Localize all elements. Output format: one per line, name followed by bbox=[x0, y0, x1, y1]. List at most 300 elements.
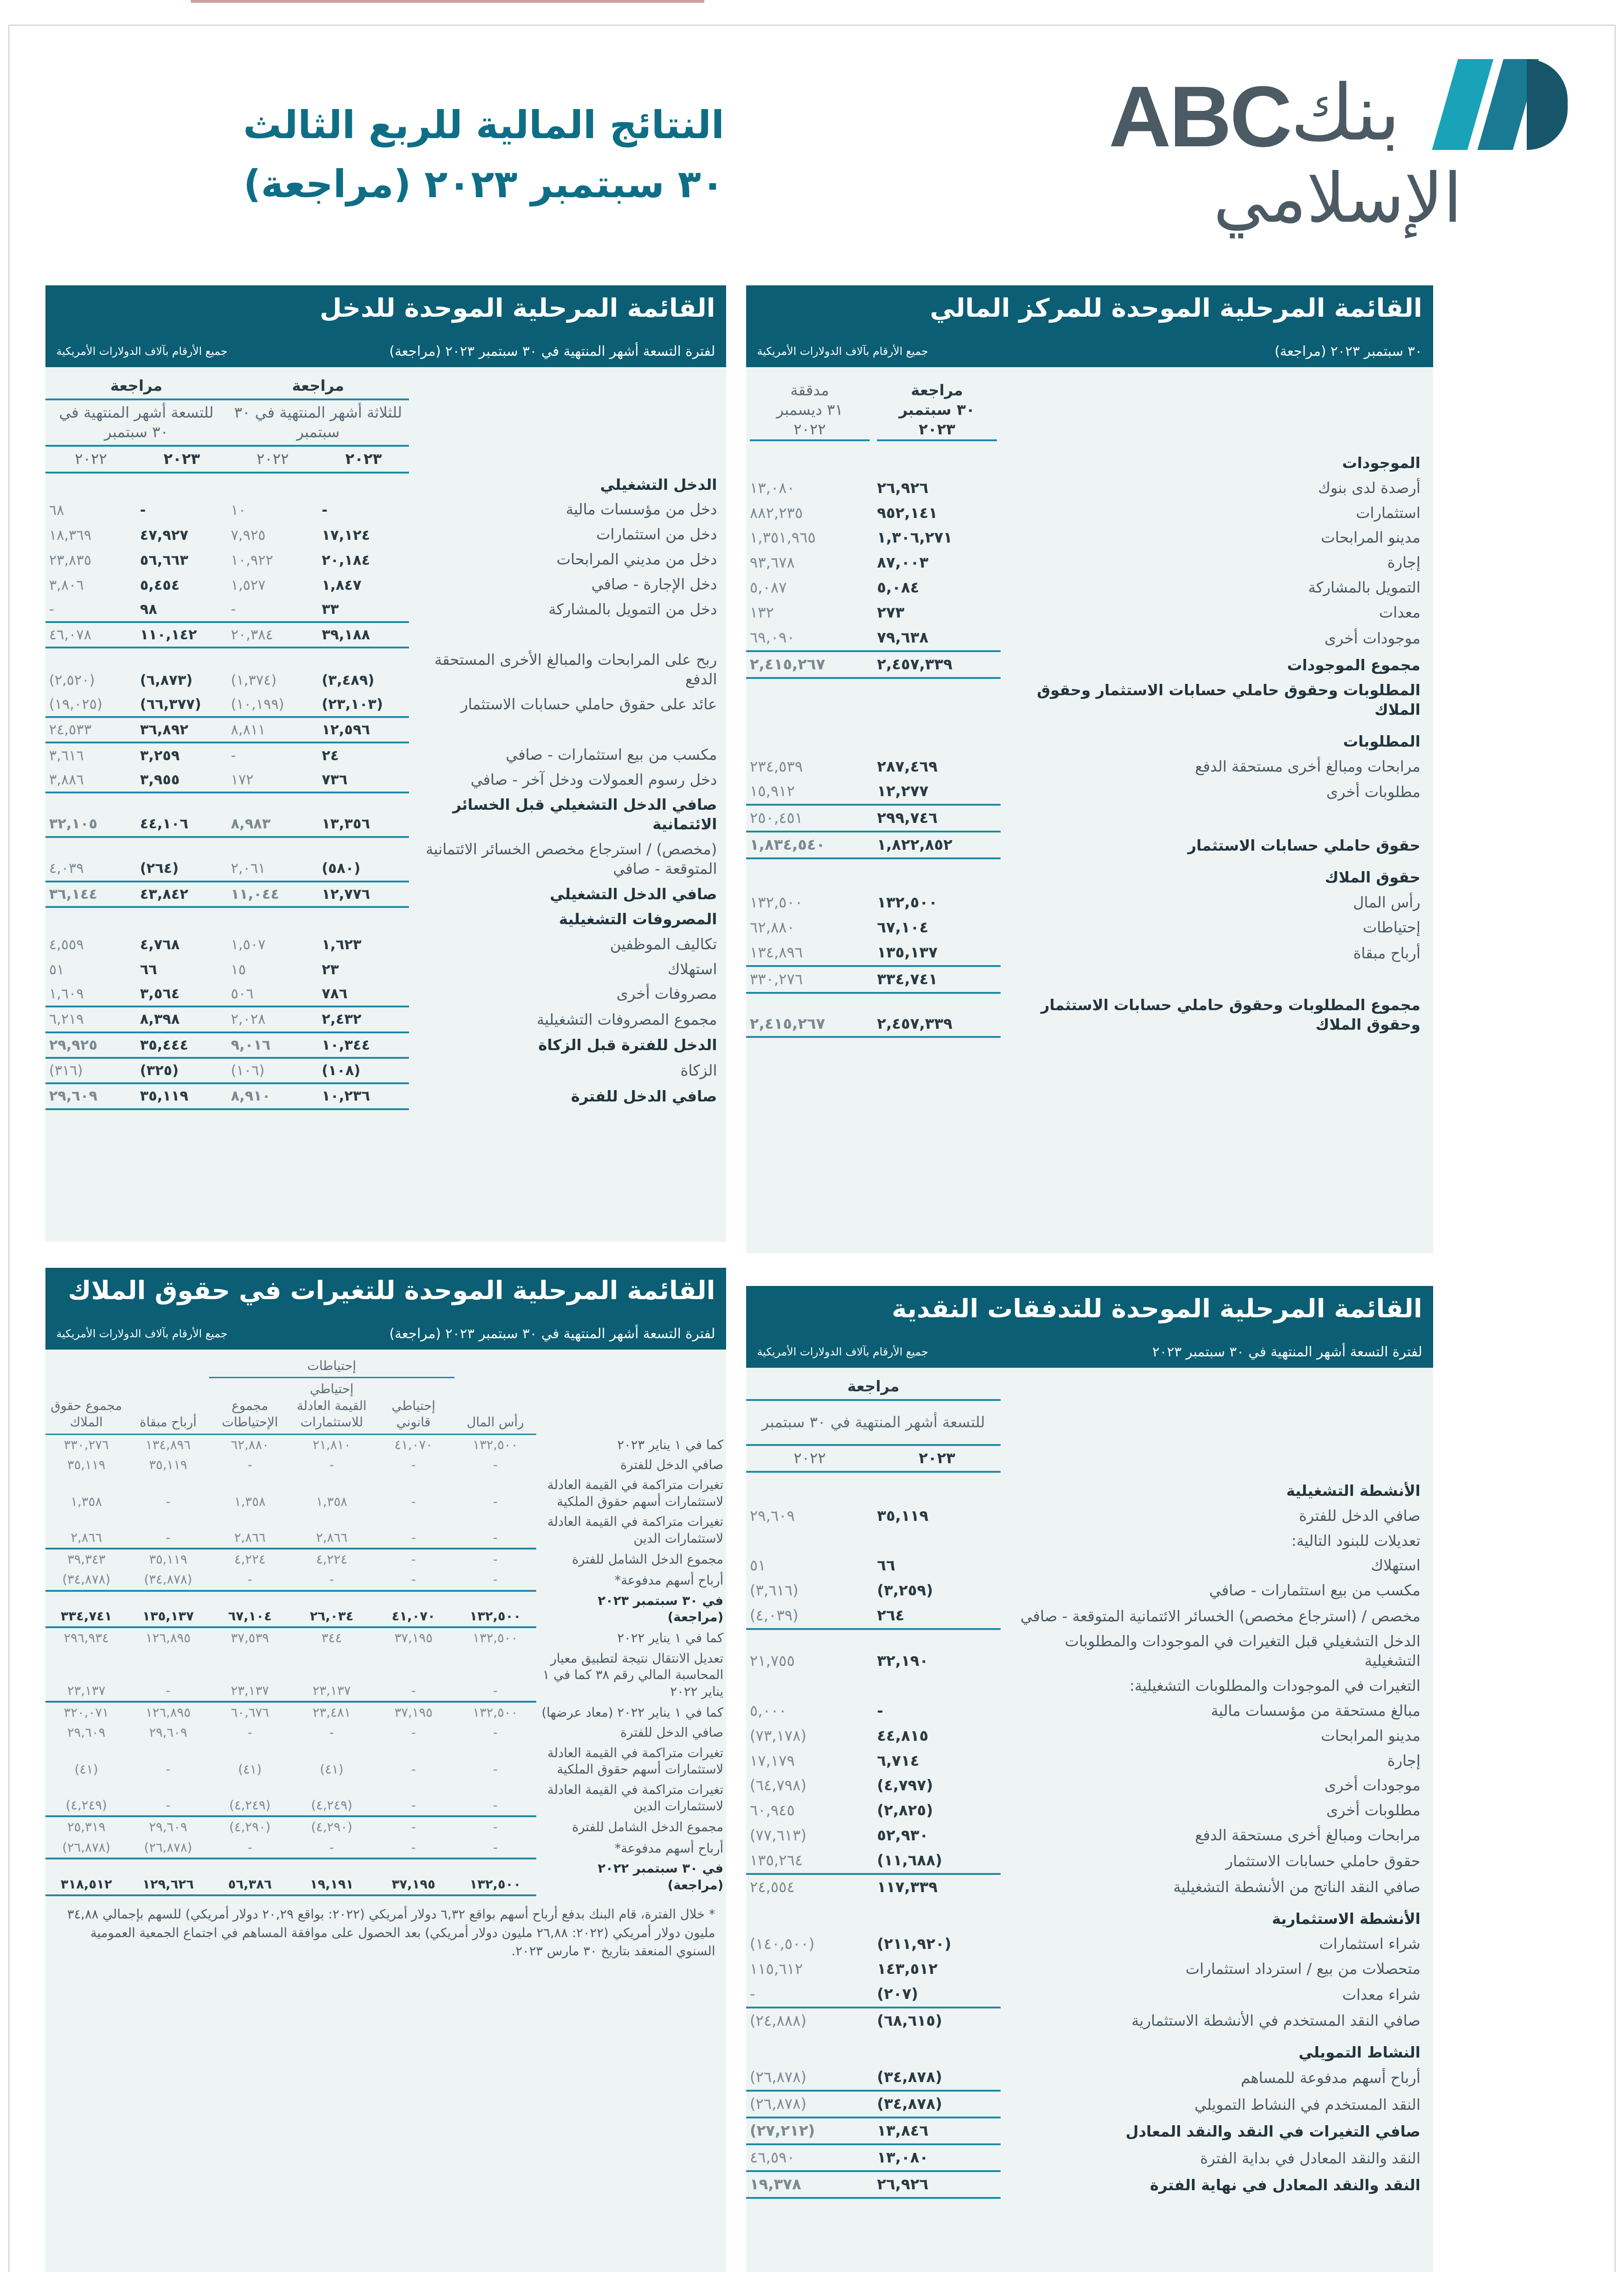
header-spacer bbox=[536, 1350, 726, 1378]
equity-statement-row bbox=[45, 1455, 726, 1475]
row-label: معدات bbox=[1379, 603, 1420, 622]
row-label: كما في ١ يناير ٢٠٢٣ bbox=[617, 1437, 723, 1452]
value-cell: (٦٦,٣٧٧) bbox=[136, 692, 227, 717]
income-statement-row bbox=[45, 597, 726, 622]
value-cell: (٤١) bbox=[238, 1762, 262, 1777]
value-current bbox=[873, 722, 1001, 754]
value-current: ١٢,٢٧٧ bbox=[873, 779, 1001, 805]
value-current: - bbox=[877, 1701, 883, 1719]
document-title bbox=[243, 95, 724, 214]
income-statement-row bbox=[45, 648, 726, 692]
row-label: النقد والنقد المعادل في نهاية الفترة bbox=[1150, 2176, 1420, 2194]
value-cell: ٦٢,٨٨٠ bbox=[230, 1437, 269, 1452]
value-cell: ١٣٥,١٣٧ bbox=[127, 1591, 209, 1628]
row-label: مجموع الدخل الشامل للفترة bbox=[572, 1819, 723, 1835]
value-prior: ١٣٢,٥٠٠ bbox=[750, 893, 803, 912]
value-cell: - bbox=[493, 1457, 498, 1472]
value-cell: ٥,٤٥٤ bbox=[140, 577, 180, 593]
value-cell: ٦٨ bbox=[49, 502, 65, 519]
value-cell: ١٢٩,٦٢٦ bbox=[127, 1858, 209, 1895]
row-label: النقد والنقد المعادل في بداية الفترة bbox=[1200, 2149, 1420, 2167]
value-cell: ٣,٦١٦ bbox=[49, 747, 84, 764]
value-cell: - bbox=[411, 1551, 416, 1567]
value-current: (٣,٢٥٩) bbox=[877, 1581, 933, 1599]
col-header-current bbox=[873, 367, 1001, 444]
value-current: ٢٨٧,٤٦٩ bbox=[877, 757, 938, 775]
row-label: إجارة bbox=[1387, 553, 1420, 572]
value-cell: - bbox=[231, 747, 236, 764]
value-cell: (٤,٢٤٩) bbox=[209, 1780, 291, 1817]
value-current: ١,٣٠٦,٢٧١ bbox=[877, 528, 953, 547]
header-spacer bbox=[1001, 367, 1433, 444]
cash-flow-row bbox=[746, 1724, 1433, 1749]
row-label: دخل من استثمارات bbox=[596, 525, 717, 543]
equity-column-header: إحتياطي القيمة العادلة للاستثمارات bbox=[291, 1378, 373, 1434]
value-cell: ٣,٨٨٦ bbox=[45, 767, 136, 792]
value-cell: ٢٩,٦٠٩ bbox=[67, 1725, 106, 1740]
value-cell: - bbox=[411, 1457, 416, 1472]
value-cell: (٥٨٠) bbox=[318, 837, 409, 882]
value-prior: ٥,٠٨٧ bbox=[750, 578, 787, 597]
equity-statement-units: جميع الأرقام بآلاف الدولارات الأمريكية bbox=[56, 1327, 228, 1340]
value-current: ١٣٥,١٣٧ bbox=[873, 940, 1001, 966]
is-year-3m-cur: ٢٠٢٣ bbox=[318, 446, 409, 473]
cash-flow-row bbox=[746, 1578, 1433, 1603]
value-current: (٣٤,٨٧٨) bbox=[873, 2091, 1001, 2118]
value-cell: ٢٤,٥٣٣ bbox=[45, 717, 136, 742]
value-cell: - bbox=[411, 1762, 416, 1777]
bank-logo bbox=[1109, 55, 1577, 238]
equity-statement-row bbox=[45, 1743, 726, 1780]
value-cell: ٣٦,١٤٤ bbox=[45, 882, 136, 907]
value-prior: - bbox=[746, 1982, 873, 2008]
balance-sheet-row bbox=[746, 993, 1433, 1037]
balance-sheet-units: جميع الأرقام بآلاف الدولارات الأمريكية bbox=[757, 345, 928, 358]
value-cell: ١٠,٣٤٤ bbox=[318, 1032, 409, 1058]
value-cell: ١٣,٣٥٦ bbox=[318, 792, 409, 837]
value-cell: (٤١) bbox=[75, 1762, 98, 1777]
value-prior: ٥,٠٠٠ bbox=[750, 1701, 787, 1719]
equity-statement-panel bbox=[45, 1268, 726, 2272]
value-prior: ٢٥٠,٤٥١ bbox=[746, 805, 873, 832]
value-cell: (٤١) bbox=[320, 1762, 344, 1777]
value-current: ٢٦,٩٢٦ bbox=[877, 478, 929, 497]
col-cur-line2: ٣٠ سبتمبر bbox=[899, 400, 975, 419]
value-cell: (١٠٦) bbox=[227, 1058, 318, 1083]
row-label: كما في ١ يناير ٢٠٢٢ bbox=[617, 1630, 723, 1646]
value-prior bbox=[746, 2033, 873, 2065]
income-statement-row bbox=[45, 767, 726, 792]
value-current: ١١٧,٣٣٩ bbox=[877, 1878, 938, 1896]
value-cell: ٢٥,٣١٩ bbox=[67, 1819, 106, 1835]
row-label: استهلاك bbox=[668, 960, 717, 978]
value-cell: ٧٣٦ bbox=[318, 767, 409, 792]
row-label bbox=[1001, 966, 1433, 993]
cash-flow-row bbox=[746, 1982, 1433, 2008]
value-cell: ٢٣,٨٣٥ bbox=[49, 552, 92, 568]
equity-statement-row bbox=[45, 1569, 726, 1590]
value-cell: (٢٦,٨٧٨) bbox=[45, 1838, 127, 1858]
value-cell: ٢٠,٣٨٤ bbox=[227, 622, 318, 648]
row-label: حقوق الملاك bbox=[1325, 868, 1420, 887]
row-label: عائد على حقوق حاملي حسابات الاستثمار bbox=[461, 695, 717, 713]
equity-statement-row bbox=[45, 1512, 726, 1549]
value-prior bbox=[746, 858, 873, 890]
is-group-9m: مراجعة bbox=[45, 367, 227, 399]
equity-column-header: أرباح مبقاة bbox=[127, 1378, 209, 1434]
value-cell: ١٢,٧٧٦ bbox=[318, 882, 409, 907]
value-current: ٥٢,٩٣٠ bbox=[877, 1826, 929, 1844]
row-label: ربح على المرابحات والمبالغ الأخرى المستحقة الدفع bbox=[434, 651, 717, 688]
cash-flow-units: جميع الأرقام بآلاف الدولارات الأمريكية bbox=[757, 1345, 928, 1358]
value-cell: - bbox=[454, 1780, 536, 1817]
value-cell: ٢٤ bbox=[322, 747, 339, 764]
value-cell: ٢٣ bbox=[322, 962, 339, 978]
value-prior: ١٣٤,٨٩٦ bbox=[746, 940, 873, 966]
value-current bbox=[873, 1674, 1001, 1699]
value-prior: ١٥,٩١٢ bbox=[746, 779, 873, 805]
value-cell: ٣٧,١٩٥ bbox=[373, 1858, 454, 1895]
header-spacer bbox=[409, 399, 726, 446]
is-sub-9m: للتسعة أشهر المنتهية في ٣٠ سبتمبر bbox=[45, 399, 227, 446]
value-cell: - bbox=[373, 1780, 454, 1817]
value-prior: (١٤٠,٥٠٠) bbox=[750, 1934, 815, 1953]
value-prior bbox=[746, 1674, 873, 1699]
value-prior: ٢,٤١٥,٢٦٧ bbox=[746, 993, 873, 1037]
value-current: (٣٤,٨٧٨) bbox=[873, 2065, 1001, 2091]
balance-sheet-row bbox=[746, 754, 1433, 779]
value-prior: (٣,٦١٦) bbox=[750, 1581, 799, 1599]
row-label: صافي الدخل للفترة bbox=[1299, 1506, 1420, 1525]
equity-statement-row bbox=[45, 1702, 726, 1723]
is-year-9m-cur: ٢٠٢٣ bbox=[136, 446, 227, 473]
equity-column-header: إحتياطي قانوني bbox=[373, 1378, 454, 1434]
balance-sheet-row bbox=[746, 678, 1433, 722]
value-cell: ١,٣٥٨ bbox=[70, 1494, 102, 1509]
value-current bbox=[873, 858, 1001, 890]
row-label bbox=[409, 717, 726, 742]
row-label: صافي الدخل التشغيلي قبل الخسائر الائتمانية bbox=[453, 795, 717, 833]
value-cell: (٤,٢٩٠) bbox=[311, 1819, 353, 1835]
row-label: دخل رسوم العمولات ودخل آخر - صافي bbox=[470, 771, 717, 789]
balance-sheet-row bbox=[746, 600, 1433, 625]
income-statement-subheader bbox=[45, 335, 726, 367]
value-cell: - bbox=[454, 1569, 536, 1590]
row-label: النقد المستخدم في النشاط التمويلي bbox=[1194, 2096, 1420, 2114]
is-sub-3m: للثلاثة أشهر المنتهية في ٣٠ سبتمبر bbox=[227, 399, 409, 446]
equity-statement-row bbox=[45, 1858, 726, 1895]
value-cell: ٢٦,٠٣٤ bbox=[291, 1591, 373, 1628]
value-cell: - bbox=[373, 1838, 454, 1858]
value-prior bbox=[746, 1472, 873, 1504]
value-current: (٢١١,٩٢٠) bbox=[877, 1934, 951, 1953]
cf-sub: للتسعة أشهر المنتهية في ٣٠ سبتمبر bbox=[746, 1400, 1001, 1445]
value-prior: ٦٠,٩٤٥ bbox=[750, 1801, 795, 1819]
value-cell: ٤,٠٣٩ bbox=[45, 837, 136, 882]
income-statement-row bbox=[45, 522, 726, 547]
value-cell: (٣١٦) bbox=[45, 1058, 136, 1083]
value-cell: ٢٣,١٣٧ bbox=[45, 1649, 127, 1702]
equity-statement-row bbox=[45, 1780, 726, 1817]
value-cell: ٢,٨٦٦ bbox=[291, 1512, 373, 1549]
income-statement-row bbox=[45, 1032, 726, 1058]
equity-statement-row bbox=[45, 1838, 726, 1858]
value-cell: ٨,٩١٠ bbox=[227, 1083, 318, 1109]
value-current bbox=[873, 1900, 1001, 1932]
row-label: دخل من مؤسسات مالية bbox=[566, 500, 717, 518]
cash-flow-row bbox=[746, 1629, 1433, 1674]
equity-statement-row bbox=[45, 1591, 726, 1628]
value-current bbox=[873, 1529, 1001, 1554]
value-cell: ١٢,٥٩٦ bbox=[318, 717, 409, 742]
logo-bank-text: بنك bbox=[1290, 68, 1400, 158]
value-cell: ٣٧,١٩٥ bbox=[394, 1630, 433, 1646]
income-statement-row bbox=[45, 932, 726, 957]
value-cell: - bbox=[291, 1838, 373, 1858]
row-label: صافي الدخل للفترة bbox=[571, 1087, 717, 1105]
value-cell: ٥١ bbox=[49, 962, 65, 978]
balance-sheet-row bbox=[746, 805, 1433, 832]
cash-flow-row bbox=[746, 2065, 1433, 2091]
value-cell: - bbox=[227, 597, 318, 622]
row-label: تكاليف الموظفين bbox=[610, 935, 717, 953]
value-cell: ٨,٣٩٨ bbox=[136, 1006, 227, 1032]
balance-sheet-row bbox=[746, 476, 1433, 501]
income-statement-row bbox=[45, 497, 726, 522]
value-cell: ٧٨٦ bbox=[318, 982, 409, 1006]
value-cell: ٤١,٠٧٠ bbox=[394, 1437, 433, 1452]
row-label: دخل الإجارة - صافي bbox=[591, 575, 717, 593]
value-cell: ١١,٠٤٤ bbox=[227, 882, 318, 907]
value-cell: - bbox=[493, 1762, 498, 1777]
balance-sheet-table bbox=[746, 367, 1433, 1038]
value-cell bbox=[45, 473, 136, 498]
value-current: ٣٢,١٩٠ bbox=[877, 1652, 929, 1670]
balance-sheet-row bbox=[746, 858, 1433, 890]
value-cell bbox=[45, 907, 136, 932]
value-cell: - bbox=[127, 1780, 209, 1817]
value-cell: - bbox=[140, 502, 146, 519]
value-cell: ٥٠٦ bbox=[227, 982, 318, 1006]
col-prv-line1: مدققة bbox=[790, 381, 829, 399]
row-label: إجارة bbox=[1387, 1751, 1420, 1769]
value-cell: ١٣٢,٥٠٠ bbox=[454, 1858, 536, 1895]
value-cell: ٣٥,١١٩ bbox=[149, 1551, 188, 1567]
income-statement-units: جميع الأرقام بآلاف الدولارات الأمريكية bbox=[56, 345, 228, 358]
value-prior: ٣٣٠,٢٧٦ bbox=[746, 966, 873, 993]
value-cell: ٢٩٦,٩٣٤ bbox=[64, 1630, 109, 1646]
value-cell: ٣٥,١١٩ bbox=[149, 1457, 188, 1472]
value-cell: - bbox=[411, 1725, 416, 1740]
value-current: ١٤٣,٥١٢ bbox=[877, 1959, 938, 1978]
value-cell: ٥٦,٣٨٦ bbox=[209, 1858, 291, 1895]
row-label: مكسب من بيع استثمارات - صافي bbox=[1209, 1581, 1420, 1599]
row-label: إحتياطات bbox=[1363, 918, 1420, 937]
equity-statement-row bbox=[45, 1549, 726, 1569]
value-cell bbox=[318, 907, 409, 932]
value-cell: ٦,٢١٩ bbox=[45, 1006, 136, 1032]
value-cell: (٣٤,٨٧٨) bbox=[127, 1569, 209, 1590]
col-prv-line2: ٣١ ديسمبر bbox=[776, 400, 843, 419]
value-cell: ١٧,١٢٤ bbox=[322, 527, 370, 543]
value-current bbox=[873, 678, 1001, 722]
value-cell: (٢٦,٨٧٨) bbox=[127, 1838, 209, 1858]
row-label: صافي الدخل للفترة bbox=[620, 1457, 723, 1472]
value-cell: ١١٠,١٤٢ bbox=[136, 622, 227, 648]
value-cell: ١,٦٠٩ bbox=[45, 982, 136, 1006]
cf-group: مراجعة bbox=[746, 1368, 1001, 1400]
value-prior: ١١٥,٦١٢ bbox=[750, 1959, 803, 1978]
value-cell: (٢,٥٢٠) bbox=[49, 672, 95, 688]
equity-statement-title: القائمة المرحلية الموحدة للتغيرات في حقوق الملاك bbox=[45, 1268, 726, 1318]
value-cell: ١٠,٩٢٢ bbox=[231, 552, 274, 568]
income-statement-title: القائمة المرحلية الموحدة للدخل bbox=[45, 285, 726, 335]
value-cell: ١٠ bbox=[231, 502, 246, 519]
row-label: أرباح أسهم مدفوعة للمساهم bbox=[1240, 2069, 1420, 2087]
cash-flow-row bbox=[746, 1798, 1433, 1823]
value-cell: ٨,٨١١ bbox=[227, 717, 318, 742]
value-cell: ٢,٠٦١ bbox=[227, 837, 318, 882]
equity-statement-table bbox=[45, 1350, 726, 1896]
value-prior: (٢٧,٢١٢) bbox=[746, 2118, 873, 2144]
cash-flow-row bbox=[746, 2033, 1433, 2065]
value-cell: (١٩,٠٢٥) bbox=[45, 692, 136, 717]
value-cell: - bbox=[454, 1512, 536, 1549]
value-cell: ٣,٢٥٩ bbox=[140, 747, 180, 764]
value-cell: - bbox=[45, 597, 136, 622]
value-current: ٦,٧١٤ bbox=[877, 1751, 920, 1769]
row-label: متحصلات من بيع / استرداد استثمارات bbox=[1186, 1959, 1420, 1978]
value-cell: ٣٤٤ bbox=[321, 1630, 342, 1646]
row-label: الزكاة bbox=[680, 1061, 717, 1080]
value-cell: ٣,٨٠٦ bbox=[49, 577, 84, 593]
row-label: حقوق حاملي حسابات الاستثمار bbox=[1225, 1852, 1420, 1870]
cash-flow-row bbox=[746, 1504, 1433, 1529]
row-label bbox=[1001, 805, 1433, 832]
income-statement-period: لفترة التسعة أشهر المنتهية في ٣٠ سبتمبر ٢٠٢٣ (مراجعة) bbox=[389, 343, 715, 359]
value-cell: - bbox=[411, 1494, 416, 1509]
value-cell: (٣٢٥) bbox=[136, 1058, 227, 1083]
value-prior: ١٣٥,٢٦٤ bbox=[746, 1848, 873, 1874]
value-prior: ٢٩,٦٠٩ bbox=[750, 1506, 795, 1525]
row-label: (مخصص) / استرجاع مخصص الخسائر الائتمانية المتوقعة - صافي bbox=[425, 840, 717, 877]
value-cell: - bbox=[209, 1569, 291, 1590]
cash-flow-row bbox=[746, 1603, 1433, 1629]
value-cell: ١٣٢,٥٠٠ bbox=[454, 1591, 536, 1628]
value-cell: ٤,٥٥٩ bbox=[49, 937, 84, 953]
balance-sheet-subheader bbox=[746, 335, 1433, 367]
value-cell: - bbox=[291, 1569, 373, 1590]
header-spacer bbox=[127, 1350, 209, 1378]
value-prior: ٢١,٧٥٥ bbox=[750, 1652, 795, 1670]
income-statement-row bbox=[45, 692, 726, 717]
row-label: التمويل بالمشاركة bbox=[1308, 578, 1420, 597]
income-statement-row bbox=[45, 837, 726, 882]
cash-flow-row bbox=[746, 2008, 1433, 2033]
value-cell: ٣٩,١٨٨ bbox=[318, 622, 409, 648]
eq-reserves-group: إحتياطات bbox=[209, 1350, 454, 1378]
equity-statement-row bbox=[45, 1434, 726, 1455]
logo-stripe-3 bbox=[1527, 59, 1568, 150]
value-cell: - bbox=[493, 1819, 498, 1835]
value-cell: ٥٦,٦٦٣ bbox=[140, 552, 189, 568]
value-cell: ٤,٢٢٤ bbox=[234, 1551, 266, 1567]
balance-sheet-row bbox=[746, 575, 1433, 600]
value-cell: ١,٣٥٨ bbox=[234, 1494, 266, 1509]
row-label: الموجودات bbox=[1342, 453, 1420, 472]
value-current: ٨٧,٠٠٣ bbox=[877, 553, 929, 572]
cash-flow-title: القائمة المرحلية الموحدة للتدفقات النقدية bbox=[746, 1286, 1433, 1336]
row-label: تعديلات للبنود التالية: bbox=[1291, 1531, 1420, 1550]
value-cell: - bbox=[411, 1819, 416, 1835]
value-prior: ٨٨٢,٢٣٥ bbox=[750, 503, 803, 522]
balance-sheet-panel bbox=[746, 285, 1433, 1253]
cash-flow-panel bbox=[746, 1286, 1433, 2272]
value-cell: ٦٠,٦٧٦ bbox=[230, 1705, 269, 1720]
value-current: ١٣,٨٤٦ bbox=[873, 2118, 1001, 2144]
value-cell: (١,٣٧٤) bbox=[231, 672, 277, 688]
row-label: مجموع الدخل الشامل للفترة bbox=[572, 1551, 723, 1567]
value-prior: ١٣,٠٨٠ bbox=[750, 478, 795, 497]
cash-flow-row bbox=[746, 1553, 1433, 1578]
value-cell: ٢٩,٦٠٩ bbox=[149, 1819, 188, 1835]
cash-flow-row bbox=[746, 1472, 1433, 1504]
cash-flow-row bbox=[746, 1823, 1433, 1848]
row-label: تغيرات متراكمة في القيمة العادلة لاستثمارات أسهم حقوق الملكية bbox=[547, 1745, 723, 1777]
income-statement-row bbox=[45, 792, 726, 837]
row-label: في ٣٠ سبتمبر ٢٠٢٣ (مراجعة) bbox=[598, 1593, 723, 1625]
row-label: المطلوبات وحقوق حاملي حسابات الاستثمار وحقوق الملاك bbox=[1037, 681, 1420, 718]
cash-flow-row bbox=[746, 2091, 1433, 2118]
value-cell: ٣٥,١١٩ bbox=[67, 1457, 106, 1472]
cash-flow-row bbox=[746, 2144, 1433, 2171]
row-label: رأس المال bbox=[1353, 893, 1420, 912]
value-current: ٣٥,١١٩ bbox=[877, 1506, 929, 1525]
income-statement-row bbox=[45, 717, 726, 742]
value-cell: ١,٥٠٧ bbox=[231, 937, 266, 953]
equity-statement-row bbox=[45, 1723, 726, 1743]
value-current bbox=[873, 444, 1001, 476]
col-prv-line3: ٢٠٢٢ bbox=[750, 420, 870, 441]
value-cell: ٤٤,١٠٦ bbox=[136, 792, 227, 837]
value-prior: ٥١ bbox=[750, 1556, 766, 1574]
cash-flow-period: لفترة التسعة أشهر المنتهية في ٣٠ سبتمبر ٢٠٢٣ bbox=[1152, 1344, 1422, 1360]
value-cell: ١٩,١٩١ bbox=[291, 1858, 373, 1895]
value-cell: (٦,٨٧٣) bbox=[140, 672, 193, 688]
equity-footnote: * خلال الفترة، قام البنك بدفع أرباح أسهم بواقع ٦,٣٢ دولار أمريكي (٢٠٢٢: بواقع ٢٠,٢٩ دولار أمريكي) للسهم بإجمالي ٣٤,٨٨ مليون دولار أمريكي (٢٠٢٢: ٢٦,٨٨ مليون دولار أمريكي) بعد الحصول على موافقة المساهم في اجتماع الجمعية العمومية السنوي المنعقد بتاريخ ٣٠ مارس ٢٠٢٣. bbox=[67, 1906, 715, 1959]
income-statement-row bbox=[45, 473, 726, 498]
value-cell: ١٥ bbox=[231, 962, 246, 978]
equity-statement-period: لفترة التسعة أشهر المنتهية في ٣٠ سبتمبر ٢٠٢٣ (مراجعة) bbox=[389, 1325, 715, 1342]
value-cell: ٣٥,١١٩ bbox=[136, 1083, 227, 1109]
row-label: أرباح مبقاة bbox=[1353, 944, 1420, 962]
row-label: موجودات أخرى bbox=[1324, 1776, 1420, 1794]
value-cell: - bbox=[127, 1512, 209, 1549]
balance-sheet-row bbox=[746, 501, 1433, 526]
row-label: صافي الدخل للفترة bbox=[620, 1725, 723, 1740]
row-label: حقوق حاملي حسابات الاستثمار bbox=[1187, 837, 1420, 855]
value-cell: ٣,٩٥٥ bbox=[136, 767, 227, 792]
row-label: مصروفات أخرى bbox=[616, 985, 717, 1003]
value-cell: ١٣٢,٥٠٠ bbox=[473, 1437, 518, 1452]
value-current: ٣٣٤,٧٤١ bbox=[873, 966, 1001, 993]
cash-flow-row bbox=[746, 1674, 1433, 1699]
value-cell: - bbox=[209, 1838, 291, 1858]
logo-islami-text: الإسلامي bbox=[1213, 159, 1462, 238]
value-cell: (٤,٢٤٩) bbox=[291, 1780, 373, 1817]
value-cell: ٨,٩٨٣ bbox=[227, 792, 318, 837]
value-cell: - bbox=[247, 1725, 253, 1740]
